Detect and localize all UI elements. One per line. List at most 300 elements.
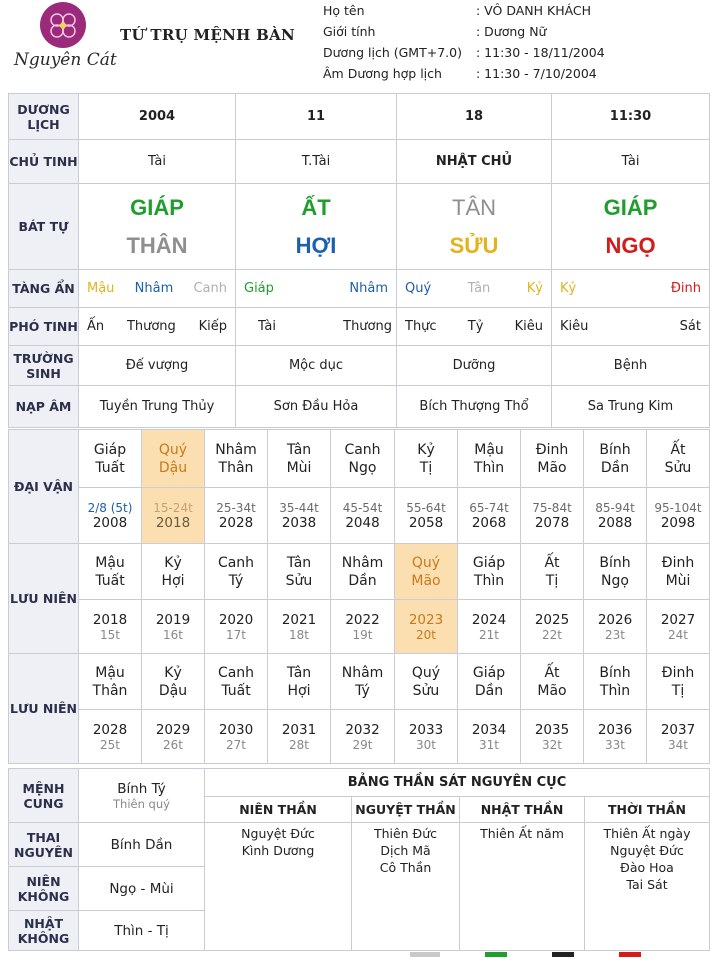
start-year: 2058: [408, 514, 444, 531]
age: 34t: [668, 737, 688, 752]
year-cell: [268, 600, 331, 654]
sub-star: Thương: [126, 319, 176, 334]
year: 2018: [92, 611, 128, 628]
year-pillar: [79, 184, 236, 270]
luu-nien-2-years-row: [9, 710, 710, 764]
year-cell: [268, 710, 331, 764]
branch: Tý: [355, 682, 370, 699]
nien-than-list: [205, 823, 352, 951]
branch: Tuất: [95, 572, 125, 589]
dai-van-period: [268, 488, 331, 544]
year-pillar: [331, 654, 395, 710]
year-pillar: [205, 544, 268, 600]
start-year: 2018: [155, 514, 191, 531]
hour-main-star: Tài: [552, 140, 710, 184]
stem: Quý: [411, 664, 441, 681]
year-cell: [458, 710, 521, 764]
dai-van-period: [584, 488, 647, 544]
stem: Tân: [286, 664, 312, 681]
branch: Sửu: [285, 572, 313, 589]
info-row-name: [323, 0, 605, 21]
year-pillar: [268, 654, 331, 710]
branch: Dậu: [158, 682, 188, 699]
branch: Dần: [474, 682, 504, 699]
branch: Mùi: [665, 572, 691, 589]
year: 2033: [408, 721, 444, 738]
day-sub-stars: [397, 308, 552, 346]
year-pillar: [205, 654, 268, 710]
four-pillars-table: [8, 93, 710, 428]
luu-nien-1-stems-row: [9, 544, 710, 600]
luu-nien-1-years-row: [9, 600, 710, 654]
hour-stem: GIÁP: [603, 194, 658, 220]
branch: Ngọ: [348, 459, 377, 476]
branch: Tý: [228, 572, 244, 589]
age: 15t: [100, 627, 120, 642]
age: 25t: [100, 737, 120, 752]
branch: Mão: [411, 572, 441, 589]
year-pillar: [142, 544, 205, 600]
year-pillar: [458, 654, 521, 710]
menh-cung-cell: [79, 769, 205, 823]
year-pillar: [521, 544, 584, 600]
stem: Mậu: [95, 554, 125, 571]
thoi-than-list: [585, 823, 710, 951]
nien-khong-value: Ngọ - Mùi: [79, 867, 205, 911]
legend-swatch: [552, 952, 574, 957]
sub-star: Kiếp: [198, 319, 227, 334]
year: 2029: [155, 721, 191, 738]
dai-van-pillar: [521, 430, 584, 488]
bottom-row-thai-nguyen: [9, 823, 710, 867]
stem: Quý: [158, 441, 188, 458]
age: 21t: [479, 627, 499, 642]
year: 2028: [92, 721, 128, 738]
day-branch: SỬU: [449, 232, 499, 258]
dai-van-period: [331, 488, 395, 544]
row-tang-an: [9, 270, 710, 308]
year-cell: [142, 710, 205, 764]
year-cell: [331, 710, 395, 764]
info-label: Họ tên: [323, 3, 365, 18]
age: 33t: [605, 737, 625, 752]
branch: Dậu: [158, 459, 188, 476]
row-label: THAI NGUYÊN: [9, 823, 79, 867]
hidden-stem: Kỷ: [526, 281, 543, 296]
stem: Giáp: [93, 441, 127, 458]
info-row-solar-date: [323, 42, 605, 63]
age: 19t: [352, 627, 373, 642]
year: 2025: [534, 611, 570, 628]
year-pillar: [79, 654, 142, 710]
year-branch: THÂN: [126, 232, 188, 258]
year-stem: GIÁP: [130, 194, 184, 220]
stem: Ất: [544, 554, 560, 571]
star-item: Nguyệt Đức: [241, 826, 315, 841]
dai-van-pillar: [584, 430, 647, 488]
age-range: 95-104t: [654, 500, 702, 515]
year-cell: [331, 600, 395, 654]
year: 2036: [597, 721, 633, 738]
sub-star: Thương: [343, 319, 392, 334]
year: 2022: [345, 611, 380, 628]
row-label: PHÓ TINH: [9, 308, 79, 346]
branch: Thân: [92, 682, 128, 699]
stem: Đinh: [661, 554, 695, 571]
year: 2032: [345, 721, 380, 738]
age: 27t: [226, 737, 246, 752]
year-pillar: [395, 654, 458, 710]
stem: Quý: [411, 554, 441, 571]
branch: Tị: [671, 682, 685, 699]
legend-swatch: [619, 952, 641, 957]
year: 2021: [281, 611, 317, 628]
month-pillar: [236, 184, 397, 270]
info-row-gender: [323, 21, 605, 42]
row-label: NẠP ÂM: [9, 386, 79, 428]
stem: Ất: [544, 664, 560, 681]
branch: Sửu: [664, 459, 692, 476]
year-cell: [584, 600, 647, 654]
header: [0, 0, 719, 92]
hidden-stem: Đinh: [670, 281, 701, 296]
hidden-stem: Kỷ: [560, 281, 577, 296]
month-hidden-stems: [236, 270, 397, 308]
stem: Kỷ: [164, 554, 182, 571]
year-cell: [395, 710, 458, 764]
star-item: Nguyệt Đức: [610, 843, 684, 858]
year-pillar-date: 2004: [79, 94, 236, 140]
row-label: TÀNG ẨN: [9, 270, 79, 308]
row-label: MỆNH CUNG: [9, 769, 79, 823]
sub-star: Kiêu: [560, 319, 589, 334]
age-range: 25-34t: [216, 500, 256, 515]
dai-van-period: [395, 488, 458, 544]
year-nap-am: Tuyền Trung Thủy: [79, 386, 236, 428]
day-hidden-stems: [397, 270, 552, 308]
row-label: LƯU NIÊN: [9, 544, 79, 654]
age-range: 45-54t: [342, 500, 383, 515]
hidden-stem: Mậu: [87, 281, 115, 296]
person-info: [323, 0, 605, 84]
dai-van-pillar: [79, 430, 142, 488]
age: 24t: [668, 627, 688, 642]
info-label: Dương lịch (GMT+7.0): [323, 45, 462, 60]
branch: Thìn: [473, 459, 505, 476]
age: 30t: [416, 737, 436, 752]
dai-van-pillar-current: [142, 430, 205, 488]
stem: Đinh: [535, 441, 569, 458]
branch: Thìn: [473, 572, 505, 589]
row-label: ĐẠI VẬN: [9, 430, 79, 544]
info-value: : Dương Nữ: [476, 24, 547, 39]
branch: Sửu: [412, 682, 440, 699]
bottom-row-1: [9, 769, 710, 797]
year-life-stage: Đế vượng: [79, 346, 236, 386]
stem: Mậu: [474, 441, 504, 458]
age: 31t: [479, 737, 499, 752]
month-branch: HỢI: [295, 232, 337, 258]
color-legend-strip: [100, 952, 700, 960]
dai-van-period-current: [142, 488, 205, 544]
year-pillar-current: [395, 544, 458, 600]
than-sat-title: BẢNG THẦN SÁT NGUYÊN CỤC: [205, 769, 710, 797]
row-pho-tinh: [9, 308, 710, 346]
nhat-than-list: [460, 823, 585, 951]
year: 2035: [534, 721, 570, 738]
year-pillar: [584, 654, 647, 710]
row-label: NHẬT KHÔNG: [9, 911, 79, 951]
row-duong-lich: [9, 94, 710, 140]
year: 2037: [660, 721, 696, 738]
start-year: 2068: [471, 514, 507, 531]
sub-star: Sát: [679, 319, 701, 334]
branch: Hợi: [161, 572, 185, 589]
year: 2030: [218, 721, 254, 738]
year-main-star: Tài: [79, 140, 236, 184]
start-year: 2008: [92, 514, 128, 531]
age: 18t: [289, 627, 309, 642]
year-cell-current: [395, 600, 458, 654]
year: 2031: [281, 721, 317, 738]
star-item: Thiên Ất ngày: [603, 826, 691, 841]
branch: Mão: [537, 682, 567, 699]
col-head-thoi-than: THỜI THẦN: [585, 797, 710, 823]
hidden-stem: Quý: [405, 281, 432, 296]
brand-name: Nguyên Cát: [14, 50, 117, 70]
hidden-stem: Nhâm: [134, 281, 174, 296]
branch: Mùi: [286, 459, 312, 476]
start-year: 2088: [597, 514, 633, 531]
branch: Dần: [600, 459, 630, 476]
year: 2034: [471, 721, 507, 738]
age: 26t: [163, 737, 183, 752]
star-item: Kình Dương: [241, 843, 315, 858]
day-nap-am: Bích Thượng Thổ: [397, 386, 552, 428]
palace-and-stars-table: [8, 768, 710, 951]
info-label: Giới tính: [323, 24, 376, 39]
menh-cung-sub: Thiên quý: [113, 796, 170, 811]
hidden-stem: Nhâm: [349, 281, 388, 296]
month-life-stage: Mộc dục: [236, 346, 397, 386]
star-item: Thiên Đức: [373, 826, 438, 841]
row-bat-tu: [9, 184, 710, 270]
thai-nguyen-value: Bính Dần: [79, 823, 205, 867]
year-pillar: [584, 544, 647, 600]
age: 29t: [352, 737, 373, 752]
sub-star: Kiêu: [514, 319, 543, 334]
star-item: Cô Thần: [379, 860, 432, 875]
branch: Mão: [537, 459, 567, 476]
year-cell: [647, 600, 710, 654]
year-pillar: [647, 544, 710, 600]
year: 2020: [218, 611, 254, 628]
stem: Canh: [344, 441, 381, 458]
month-nap-am: Sơn Đầu Hỏa: [236, 386, 397, 428]
year-cell: [584, 710, 647, 764]
year: 2027: [660, 611, 696, 628]
dai-van-period: [205, 488, 268, 544]
info-value: : 11:30 - 7/10/2004: [476, 66, 597, 81]
age: 17t: [226, 627, 246, 642]
star-item: Đào Hoa: [620, 860, 674, 875]
menh-cung-value: Bính Tý: [117, 780, 166, 797]
stem: Bính: [599, 554, 631, 571]
hour-branch: NGỌ: [605, 232, 656, 258]
sub-star: Ấn: [87, 319, 105, 334]
day-pillar-date: 18: [397, 94, 552, 140]
dai-van-stems-row: [9, 430, 710, 488]
branch: Tị: [419, 459, 433, 476]
row-label: LƯU NIÊN: [9, 654, 79, 764]
age: 20t: [416, 627, 436, 642]
year-cell: [647, 710, 710, 764]
stem: Giáp: [472, 554, 506, 571]
age-range: 85-94t: [595, 500, 635, 515]
age: 23t: [605, 627, 625, 642]
dai-van-period: [647, 488, 710, 544]
branch: Hợi: [287, 682, 311, 699]
stem: Nhâm: [341, 664, 384, 681]
year-cell: [79, 710, 142, 764]
luck-cycles-table: [8, 429, 710, 764]
day-life-stage: Dưỡng: [397, 346, 552, 386]
year-cell: [205, 710, 268, 764]
stem: Mậu: [95, 664, 125, 681]
stem: Canh: [217, 554, 255, 571]
dai-van-period: [458, 488, 521, 544]
age: 16t: [163, 627, 183, 642]
day-main-star: NHẬT CHỦ: [397, 140, 552, 184]
start-year: 2038: [281, 514, 317, 531]
stem: Canh: [217, 664, 255, 681]
year-cell: [79, 600, 142, 654]
branch: Tuất: [221, 682, 251, 699]
year-cell: [521, 600, 584, 654]
dai-van-pillar: [205, 430, 268, 488]
stem: Nhâm: [341, 554, 384, 571]
info-value: : VÔ DANH KHÁCH: [476, 3, 592, 18]
year-cell: [521, 710, 584, 764]
stem: Kỷ: [417, 441, 435, 458]
stem: Bính: [599, 664, 631, 681]
age-range: 55-64t: [406, 500, 446, 515]
sub-star: Thực: [405, 319, 437, 334]
info-label: Âm Dương hợp lịch: [323, 66, 442, 81]
year-pillar: [647, 654, 710, 710]
row-label: CHỦ TINH: [9, 140, 79, 184]
year: 2026: [597, 611, 633, 628]
row-chu-tinh: [9, 140, 710, 184]
year-hidden-stems: [79, 270, 236, 308]
legend-swatch: [485, 952, 507, 957]
dai-van-years-row: [9, 488, 710, 544]
branch: Ngọ: [601, 572, 629, 589]
row-label: NIÊN KHÔNG: [9, 867, 79, 911]
dai-van-period: [79, 488, 142, 544]
age-range: 65-74t: [469, 500, 509, 515]
age: 32t: [542, 737, 562, 752]
branch: Tuất: [95, 459, 125, 476]
month-pillar-date: 11: [236, 94, 397, 140]
start-year: 2098: [660, 514, 696, 531]
nguyen-cat-logo: [40, 2, 86, 48]
stem: Bính: [599, 441, 631, 458]
stem: Nhâm: [215, 441, 257, 458]
stem: Ất: [670, 441, 686, 458]
month-sub-stars: [236, 308, 397, 346]
luu-nien-2-stems-row: [9, 654, 710, 710]
age-range: 35-44t: [279, 500, 319, 515]
hidden-stem: Tân: [467, 281, 491, 296]
day-pillar: [397, 184, 552, 270]
year-cell: [205, 600, 268, 654]
month-stem: ẤT: [301, 194, 331, 220]
dai-van-pillar: [395, 430, 458, 488]
hour-nap-am: Sa Trung Kim: [552, 386, 710, 428]
info-row-lunar-date: [323, 63, 605, 84]
col-head-nguyet-than: NGUYỆT THẦN: [352, 797, 460, 823]
branch: Dần: [348, 572, 377, 589]
branch: Tị: [545, 572, 559, 589]
star-item: Tai Sát: [626, 877, 668, 892]
year-pillar: [142, 654, 205, 710]
col-head-nien-than: NIÊN THẦN: [205, 797, 352, 823]
year-pillar: [79, 544, 142, 600]
stem: Tân: [286, 441, 312, 458]
stem: Đinh: [661, 664, 695, 681]
hidden-stem: Giáp: [244, 281, 274, 296]
star-item: Thiên Ất năm: [480, 826, 564, 841]
hour-pillar-date: 11:30: [552, 94, 710, 140]
branch: Thân: [218, 459, 254, 476]
start-year: 2028: [218, 514, 254, 531]
hidden-stem: Canh: [193, 281, 227, 296]
row-label: TRƯỜNG SINH: [9, 346, 79, 386]
row-label: DƯƠNG LỊCH: [9, 94, 79, 140]
start-year: 2048: [345, 514, 380, 531]
year: 2024: [471, 611, 507, 628]
sub-star: Tỷ: [467, 319, 484, 334]
year-sub-stars: [79, 308, 236, 346]
star-item: Dịch Mã: [380, 843, 431, 858]
age-range: 2/8 (5t): [87, 500, 133, 515]
dai-van-pillar: [268, 430, 331, 488]
stem: Tân: [286, 554, 312, 571]
year-pillar: [521, 654, 584, 710]
year-cell: [458, 600, 521, 654]
hour-life-stage: Bệnh: [552, 346, 710, 386]
hour-pillar: [552, 184, 710, 270]
info-value: : 11:30 - 18/11/2004: [476, 45, 605, 60]
month-main-star: T.Tài: [236, 140, 397, 184]
dai-van-period: [521, 488, 584, 544]
nhat-khong-value: Thìn - Tị: [79, 911, 205, 951]
nguyet-than-list: [352, 823, 460, 951]
dai-van-pillar: [331, 430, 395, 488]
sub-star: Tài: [258, 319, 277, 334]
hour-hidden-stems: [552, 270, 710, 308]
age-range: 15-24t: [153, 500, 193, 515]
stem: Kỷ: [164, 664, 182, 681]
row-label: BÁT TỰ: [9, 184, 79, 270]
year: 2019: [155, 611, 191, 628]
start-year: 2078: [534, 514, 570, 531]
row-truong-sinh: [9, 346, 710, 386]
age-range: 75-84t: [532, 500, 572, 515]
dai-van-pillar: [458, 430, 521, 488]
hour-sub-stars: [552, 308, 710, 346]
